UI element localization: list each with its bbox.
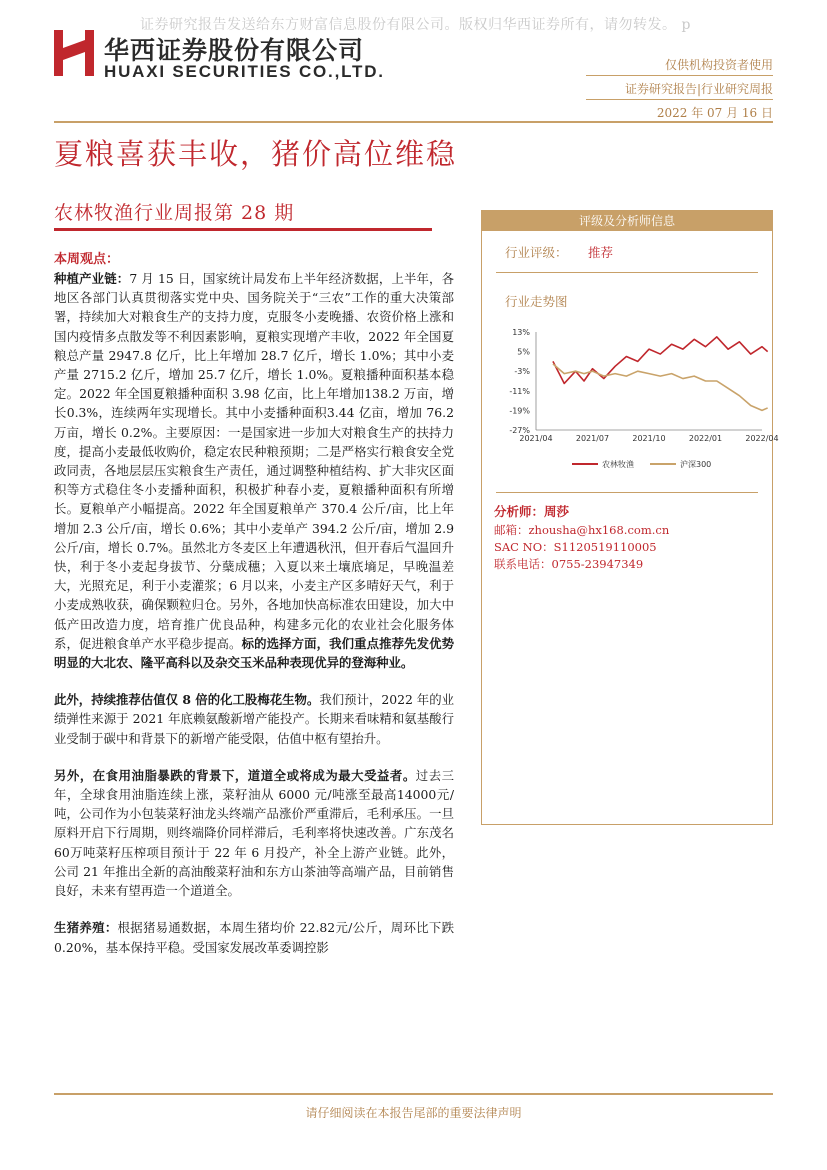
- report-type: 证券研究报告|行业研究周报: [624, 82, 773, 96]
- footer-rule: [54, 1093, 773, 1095]
- watermark-text: 证券研究报告发送给东方财富信息股份有限公司。版权归华西证券所有，请勿转发。 p: [140, 17, 691, 33]
- company-name-en: HUAXI SECURITIES CO.,LTD.: [104, 62, 385, 81]
- paragraph-text: 我们预计，2022 年的业绩弹性来源于 2021 年底赖氨酸新增产能投产。长期来看味精和氨基酸行业受制于碳中和背景下的新增产能受限，估值中枢有望抬升。: [54, 692, 454, 746]
- x-tick-label: 2021/10: [632, 434, 666, 443]
- x-tick-label: 2021/07: [575, 434, 610, 443]
- section-heading: 本周观点：: [54, 252, 120, 267]
- trend-chart: [500, 318, 779, 478]
- y-tick-label: 5%: [517, 347, 530, 357]
- legend-label: 沪深300: [680, 460, 712, 469]
- report-date: 2022 年 07 月 16 日: [656, 106, 773, 120]
- box-divider: [496, 492, 758, 493]
- rating-label: 行业评级：: [505, 245, 568, 260]
- y-tick-label: -3%: [514, 367, 530, 377]
- analyst-sac: SAC NO：S1120519110005: [494, 540, 657, 554]
- box-divider: [496, 272, 758, 273]
- trend-chart-title: 行业走势图: [505, 294, 568, 309]
- paragraph-lead: 生猪养殖：: [54, 920, 118, 936]
- report-title: 夏粮喜获丰收，猪价高位维稳: [54, 137, 458, 171]
- x-tick-label: 2022/01: [688, 434, 723, 443]
- company-name-cn: 华西证券股份有限公司: [104, 36, 365, 65]
- legend-label: 农林牧渔: [602, 460, 634, 469]
- subtitle-underline: [54, 228, 432, 231]
- paragraph-text: 根据猪易通数据，本周生猪均价 22.82元/公斤，周环比下跌 0.20%，基本保持平稳。受国家发展改革委调控影: [54, 920, 454, 955]
- x-tick-label: 2022/04: [745, 434, 779, 443]
- rating-value: 推荐: [588, 245, 614, 260]
- box-title: 评级及分析师信息: [482, 211, 772, 231]
- y-tick-label: -19%: [509, 406, 530, 416]
- meta-divider: [586, 99, 773, 100]
- paragraph-planting: [54, 269, 454, 672]
- paragraph-text: 7 月 15 日，国家统计局发布上半年经济数据，上半年，各地区各部门认真贯彻落实党中央、国务院关于“三农”工作的重大决策部署，持续加大对粮食生产的支持力度，克服冬小麦晚播、农资价格上涨和国内疫情多点散发等不利因素影响，夏粮实现增产丰收，2022 年全国夏粮总产量 2947.8 亿斤，比上年增加 28.7 亿斤，增长 1.0%；其中小麦产量 2715.2 亿斤，增加 25.7 亿斤，增长 1.0%。夏粮播种面积基本稳定。2022 年全国夏粮播种面积 3.98 亿亩，比上年增加138.2 万亩，增长0.3%，连续两年实现增长。其中小麦播种面积3.44 亿亩，增加 76.2 万亩，增长 0.2%。主要原因：一是国家进一步加大对粮食生产的扶持力度，提高小麦最低收购价，稳定农民种粮预期；二是严格实行粮食安全党政同责，各地层层压实粮食生产责任，通过调整种植结构、扩大非灾区面积等方式稳住冬小麦播种面积，积极扩种春小麦，夏粮播种面积有所增长。夏粮单产小幅提高。2022 年全国夏粮单产 370.4 公斤/亩，比上年增加 2.3 公斤/亩，增长 0.6%；其中小麦单产 394.2 公斤/亩，增加 2.9 公斤/亩，增长 0.7%。虽然北方冬麦区上年遭遇秋汛，但开春后气温回升快，利于冬小麦起身拔节、分蘖成穗；入夏以来土壤底墒足，早晚温差大，光照充足，利于小麦灌浆；6 月以来，小麦主产区多晴好天气，利于小麦成熟收获，确保颗粒归仓。另外，各地加快高标准农田建设，加大中低产田改造力度，培育推广优良品种，构建多元化的农业社会化服务体系，促进粮食单产水平稳步提高。: [54, 271, 455, 651]
- huaxi-logo-icon: [54, 30, 94, 76]
- series-line-csi300: [553, 364, 768, 411]
- paragraph-daodaoquan: [54, 766, 454, 900]
- x-tick-label: 2021/04: [519, 434, 553, 443]
- y-tick-label: -11%: [509, 386, 530, 396]
- paragraph-meihua: [54, 690, 454, 748]
- analyst-phone: 联系电话：0755-23947349: [494, 557, 644, 571]
- legal-footer: 请仔细阅读在本报告尾部的重要法律声明: [305, 1106, 522, 1120]
- analyst-email: 邮箱：zhousha@hx168.com.cn: [494, 523, 670, 537]
- paragraph-lead: 另外，在食用油脂暴跌的背景下，道道全或将成为最大受益者。: [54, 767, 416, 783]
- audience-note: 仅供机构投资者使用: [664, 58, 773, 72]
- paragraph-hog: [54, 918, 454, 956]
- report-body: [54, 248, 454, 957]
- y-tick-label: 13%: [512, 328, 530, 337]
- paragraph-text: 过去三年，全球食用油脂连续上涨，菜籽油从 6000 元/吨涨至最高14000元/吨，公司作为小包装菜籽油龙头终端产品涨价严重滞后，毛利承压。一旦原料开启下行周期，则终端降价同样滞后，毛利率将快速改善。广东茂名60万吨菜籽压榨项目预计于 22 年 6 月投产，补全上游产业链。此外，公司 21 年推出全新的高油酸菜籽油和东方山茶油等高端产品，目前销售良好，未来有望再造一个道道全。: [54, 767, 455, 899]
- paragraph-lead: 种植产业链：: [54, 271, 130, 286]
- paragraph-bold-tail: 标的选择方面，我们重点推荐先发优势明显的大北农、隆平高科以及杂交玉米品种表现优异的登海种业。: [54, 635, 455, 671]
- header-rule: [54, 121, 773, 123]
- y-tick-label: -27%: [509, 426, 530, 435]
- analyst-title: 分析师：周莎: [494, 504, 570, 519]
- meta-divider: [586, 75, 773, 76]
- report-subtitle: 农林牧渔行业周报第 28 期: [54, 202, 295, 224]
- paragraph-lead: 此外，持续推荐估值仅 8 倍的化工股梅花生物。: [54, 692, 320, 708]
